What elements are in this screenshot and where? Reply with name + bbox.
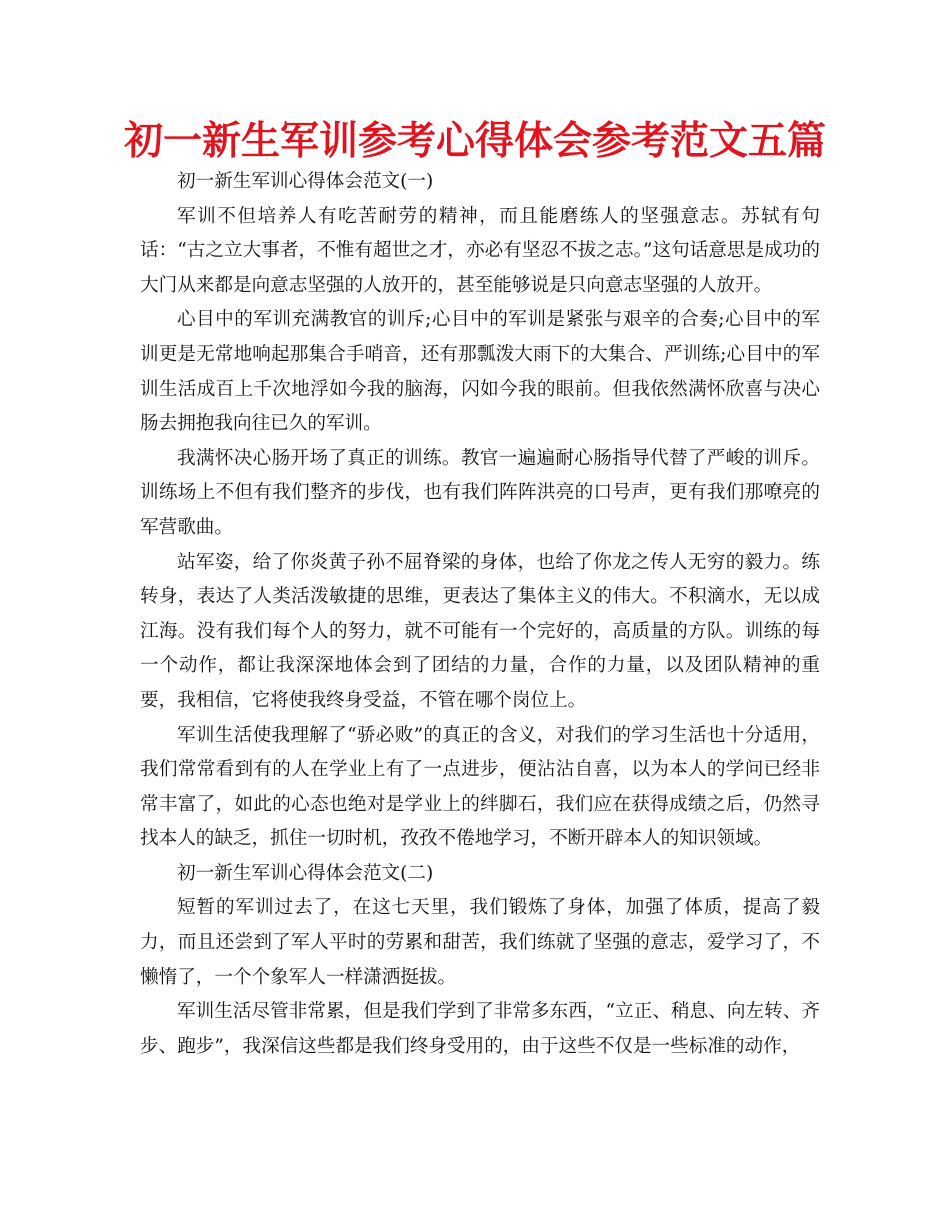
document-title: 初一新生军训参考心得体会参考范文五篇: [123, 119, 826, 164]
paragraph: 短暂的军训过去了，在这七天里，我们锻炼了身体，加强了体质，提高了毅力，而且还尝到了军人平时的劳累和甜苦，我们练就了坚强的意志，爱学习了，不懒惰了，一个个象军人一样潇洒挺拔。: [140, 897, 820, 988]
paragraph: 站军姿，给了你炎黄子孙不屈脊梁的身体，也给了你龙之传人无穷的毅力。练转身，表达了人类活泼敏捷的思维，更表达了集体主义的伟大。不积滴水，无以成江海。没有我们每个人的努力，就不可能有一个完好的，高质量的方队。训练的每一个动作，都让我深深地体会到了团结的力量，合作的力量，以及团队精神的重要，我相信，它将使我终身受益，不管在哪个岗位上。: [140, 551, 820, 711]
paragraph: 军训生活使我理解了“骄必败”的真正的含义，对我们的学习生活也十分适用，我们常常看到有的人在学业上有了一点进步，便沾沾自喜，以为本人的学问已经非常丰富了，如此的心态也绝对是学业上的绊脚石，我们应在获得成绩之后，仍然寻找本人的缺乏，抓住一切时机，孜孜不倦地学习，不断开辟本人的知识领域。: [140, 724, 820, 850]
paragraph: 我满怀决心肠开场了真正的训练。教官一遍遍耐心肠指导代替了严峻的训斥。训练场上不但有我们整齐的步伐，也有我们阵阵洪亮的口号声，更有我们那嘹亮的军营歌曲。: [140, 447, 820, 538]
paragraph: 心目中的军训充满教官的训斥;心目中的军训是紧张与艰辛的合奏;心目中的军训更是无常地响起那集合手哨音，还有那瓢泼大雨下的大集合、严训练;心目中的军训生活成百上千次地浮如今我的脑海，闪如今我的眼前。但我依然满怀欣喜与决心肠去拥抱我向往已久的军训。: [140, 309, 820, 435]
section-heading-2: 初一新生军训心得体会范文(二): [177, 862, 434, 884]
paragraph: 军训生活尽管非常累，但是我们学到了非常多东西，“立正、稍息、向左转、齐步、跑步”，我深信这些都是我们终身受用的，由于这些不仅是一些标准的动作，: [140, 1001, 820, 1057]
section-heading-1: 初一新生军训心得体会范文(一): [177, 171, 434, 192]
document-body: [140, 165, 820, 1064]
paragraph: 军训不但培养人有吃苦耐劳的精神，而且能磨练人的坚强意志。苏轼有句话：“古之立大事者，不惟有超世之才，亦必有坚忍不拔之志。”这句话意思是成功的大门从来都是向意志坚强的人放开的，甚至能够说是只向意志坚强的人放开。: [140, 205, 820, 296]
